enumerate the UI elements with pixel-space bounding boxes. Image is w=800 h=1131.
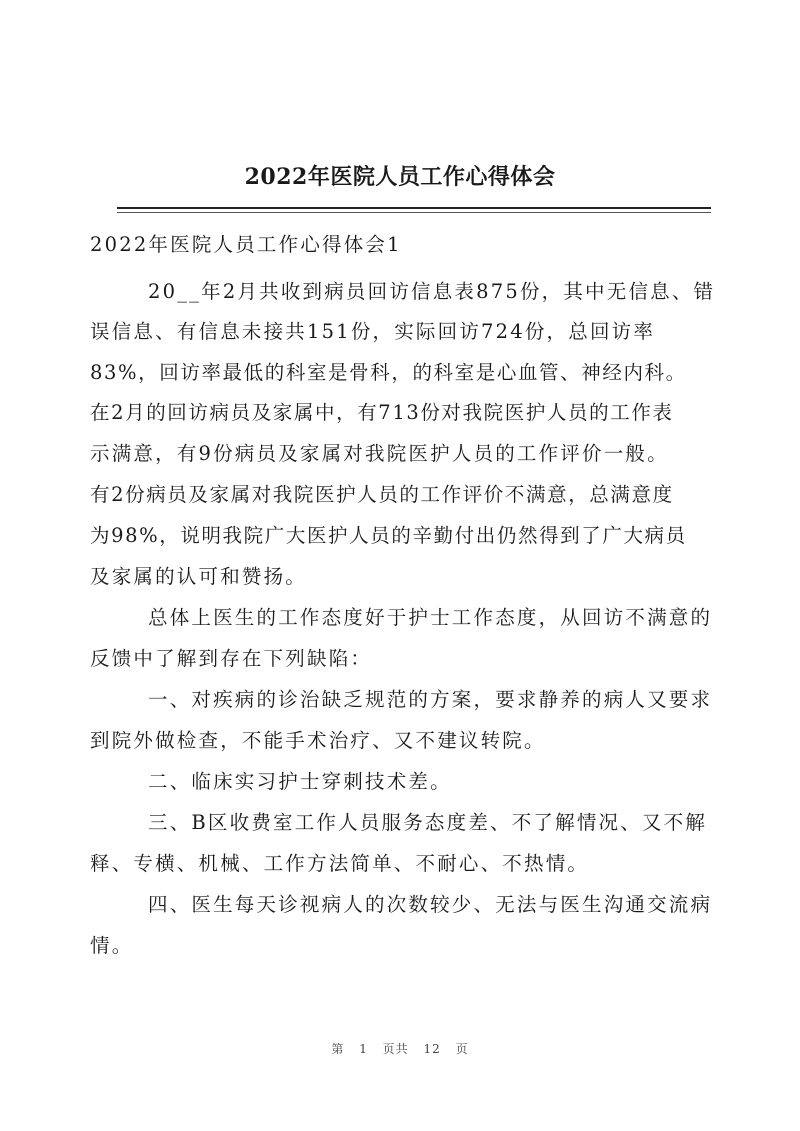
page-footer	[0, 1040, 800, 1057]
paragraph-line: 83%，回访率最低的科室是骨科，的科室是心血管、神经内科。	[90, 361, 687, 384]
title-rule-thick	[117, 207, 711, 209]
page-title: 2022年医院人员工作心得体会	[244, 164, 556, 190]
paragraph-line: 为98%，说明我院广大医护人员的辛勤付出仍然得到了广大病员	[90, 524, 687, 547]
paragraph-line: 总体上医生的工作态度好于护士工作态度，从回访不满意的	[148, 606, 713, 629]
list-item: 二、临床实习护士穿刺技术差。	[148, 770, 452, 793]
paragraph-line: 误信息、有信息未接共151份，实际回访724份，总回访率	[90, 320, 656, 343]
title-rule-thin	[117, 212, 711, 213]
paragraph-line: 有2份病员及家属对我院医护人员的工作评价不满意，总满意度	[90, 483, 674, 506]
paragraph-line: 示满意，有9份病员及家属对我院医护人员的工作评价一般。	[90, 442, 669, 465]
list-item: 四、医生每天诊视病人的次数较少、无法与医生沟通交流病	[148, 893, 713, 916]
paragraph-line: 反馈中了解到存在下列缺陷：	[90, 647, 373, 670]
footer-suffix: 页	[455, 1042, 469, 1056]
footer-middle: 页共	[382, 1042, 409, 1056]
list-item: 一、对疾病的诊治缺乏规范的方案，要求静养的病人又要求	[148, 688, 713, 711]
list-item-continuation: 情。	[90, 934, 134, 957]
paragraph-line: 20__年2月共收到病员回访信息表875份，其中无信息、错	[148, 280, 716, 303]
paragraph-line: 及家属的认可和赞扬。	[90, 565, 308, 588]
paragraph-line: 在2月的回访病员及家属中，有713份对我院医护人员的工作表	[90, 401, 674, 424]
section-heading: 2022年医院人员工作心得体会1	[90, 233, 402, 256]
footer-total-pages: 12	[423, 1042, 441, 1056]
footer-page-number: 1	[359, 1042, 368, 1056]
list-item-continuation: 到院外做检查，不能手术治疗、又不建议转院。	[90, 729, 546, 752]
list-item: 三、B区收费室工作人员服务态度差、不了解情况、又不解	[148, 811, 708, 834]
footer-prefix: 第	[331, 1042, 345, 1056]
list-item-continuation: 释、专横、机械、工作方法简单、不耐心、不热情。	[90, 852, 590, 875]
